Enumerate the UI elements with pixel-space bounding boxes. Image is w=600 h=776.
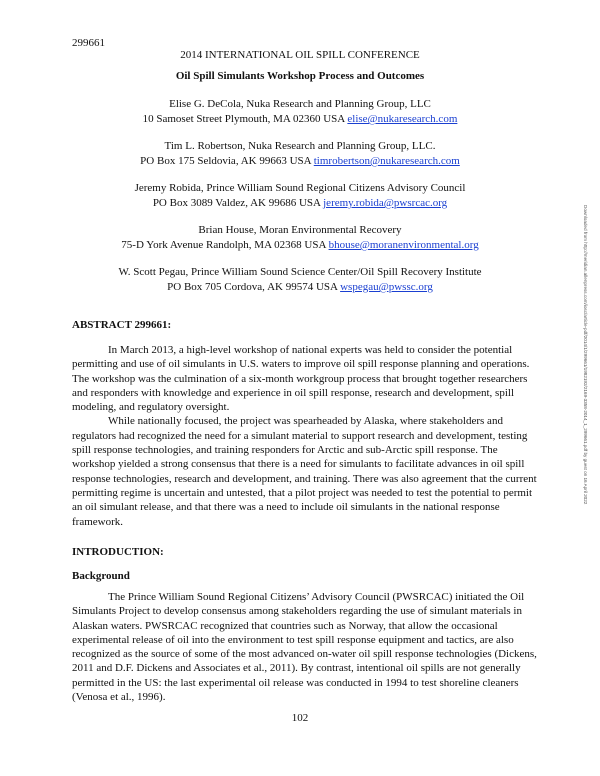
- author-email-link[interactable]: elise@nukaresearch.com: [347, 113, 458, 125]
- introduction-section: [72, 590, 538, 704]
- author-block: [0, 139, 600, 169]
- introduction-heading: INTRODUCTION:: [72, 546, 164, 558]
- author-email-link[interactable]: bhouse@moranenvironmental.org: [328, 239, 479, 251]
- conference-name: 2014 INTERNATIONAL OIL SPILL CONFERENCE: [180, 49, 420, 61]
- author-email-link[interactable]: jeremy.robida@pwsrcac.org: [323, 197, 448, 209]
- author-name-affiliation: W. Scott Pegau, Prince William Sound Science Center/Oil Spill Recovery Institute: [118, 266, 482, 278]
- abstract-section: [72, 343, 538, 529]
- author-email-link[interactable]: timrobertson@nukaresearch.com: [313, 155, 460, 167]
- page-number: 102: [291, 712, 309, 724]
- author-address: 10 Samoset Street Plymouth, MA 02360 USA elise@nukaresearch.com: [142, 113, 458, 125]
- author-email-link[interactable]: wspegau@pwssc.org: [340, 281, 433, 293]
- author-name-affiliation: Brian House, Moran Environmental Recovery: [198, 224, 402, 236]
- author-block: [0, 223, 600, 253]
- author-address: PO Box 175 Seldovia, AK 99663 USA timrobertson@nukaresearch.com: [140, 155, 460, 167]
- paper-id: 299661: [72, 37, 105, 49]
- author-name-affiliation: Jeremy Robida, Prince William Sound Regional Citizens Advisory Council: [134, 182, 466, 194]
- author-block: [0, 181, 600, 211]
- abstract-heading: ABSTRACT 299661:: [72, 319, 172, 331]
- author-block: [0, 265, 600, 295]
- author-address: PO Box 705 Cordova, AK 99574 USA wspegau@pwssc.org: [167, 281, 433, 293]
- author-block: [0, 97, 600, 127]
- introduction-paragraph-1: The Prince William Sound Regional Citizens’ Advisory Council (PWSRCAC) initiated the Oil Simulants Project to develop consensus among stakeholders regarding the use of simulant materials in Alaskan waters. PWSRCAC recognized that countries such as Norway, that allow the occasional experimental release of oil into the environment to test spill response equipment and tactics, are also recognized as the source of some of the most advanced on-water oil spill response technologies (Dickens, 2011 and D.F. Dickens and Associates et al., 2011). By contrast, intentional oil spills are not generally permitted in the US: the last experimental oil release was conducted in 1994 to test shoreline cleaners (Venosa et al., 1996).: [72, 591, 537, 704]
- background-subheading: Background: [72, 570, 130, 582]
- author-name-affiliation: Tim L. Robertson, Nuka Research and Planning Group, LLC.: [164, 140, 436, 152]
- author-name-affiliation: Elise G. DeCola, Nuka Research and Planning Group, LLC: [169, 98, 431, 110]
- author-address: 75-D York Avenue Randolph, MA 02368 USA bhouse@moranenvironmental.org: [121, 239, 479, 251]
- page-title: Oil Spill Simulants Workshop Process and Outcomes: [175, 70, 425, 82]
- abstract-paragraph-1: In March 2013, a high-level workshop of national experts was held to consider the potential permitting and use of oil simulants in U.S. waters to improve oil spill response planning and operations. The workshop was the culmination of a six-month workgroup process that brought together researchers and responders with knowledge and experience in oil spill response, research and development, spill modeling, and regulatory oversight.: [72, 344, 530, 414]
- download-watermark: Downloaded from http://meridian.allenpress.com/iosc/article-pdf/2014/1/299661/1982192/2169-3358-2014_1_299661.pdf by guest on 16 April 2022: [583, 205, 588, 505]
- author-list: [0, 97, 600, 307]
- abstract-paragraph-2: While nationally focused, the project was spearheaded by Alaska, where stakeholders and regulators had recognized the need for a simulant material to support research and development, testing spill response technologies, and training responders for Arctic and sub-Arctic spill response. The workshop yielded a strong consensus that there is a need for simulants to facilitate advances in oil spill response technologies, research and development, and training. There was also agreement that the current permitting regime is uncertain and untested, that a pilot project was needed to test the potential to permit an oil simulant release, and that there was a need to include oil simulants in the national response framework.: [72, 415, 537, 528]
- author-address: PO Box 3089 Valdez, AK 99686 USA jeremy.robida@pwsrcac.org: [152, 197, 448, 209]
